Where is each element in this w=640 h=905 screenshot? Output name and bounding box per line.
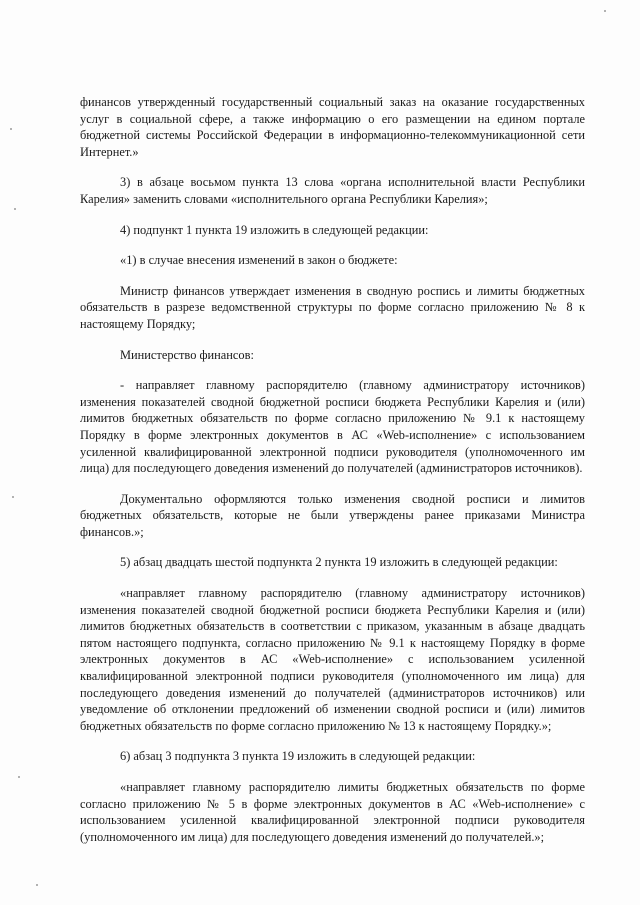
paragraph-documented-changes: Документально оформляются только изменения сводной росписи и лимитов бюджетных обязательств, которые не были утверждены ранее приказами Министра финансов.»; [80, 491, 585, 539]
paragraph-item-6: 6) абзац 3 подпункта 3 пункта 19 изложить в следующей редакции: [120, 749, 476, 764]
scan-speck [12, 496, 14, 498]
paragraph-item-6-text: «направляет главному распорядителю лимиты бюджетных обязательств по форме согласно приложению № 5 в форме электронных документов в АС «Web-исполнение» с использованием усиленной квалифицированной электронной подписи руководителя (уполномоченного им лица) для последующего доведения изменений до получателей.»; [80, 780, 585, 844]
document-body [80, 94, 585, 859]
scan-speck [14, 208, 16, 210]
paragraph-item-4: 4) подпункт 1 пункта 19 изложить в следующей редакции: [120, 222, 429, 237]
paragraph-minister-approves: Министр финансов утверждает изменения в сводную роспись и лимиты бюджетных обязательств в разрезе ведомственной структуры по форме согласно приложению № 8 к настоящему Порядку; [80, 283, 585, 331]
scan-speck [36, 884, 38, 886]
scan-speck [604, 10, 606, 12]
paragraph-subitem-1: «1) в случае внесения изменений в закон о бюджете: [120, 253, 398, 268]
paragraph-continuation: финансов утвержденный государственный социальный заказ на оказание государственных услуг в социальной сфере, а также информацию о его размещении на едином портале бюджетной системы Российской Федерации в информационно-телекоммуникационной сети Интернет.» [80, 95, 585, 159]
paragraph-ministry-sends: - направляет главному распорядителю (главному администратору источников) изменения показателей сводной бюджетной росписи бюджета Республики Карелия и (или) лимитов бюджетных обязательств по форме согласно приложению № 9.1 к настоящему Порядку в форме электронных документов в АС «Web-исполнение» с использованием усиленной квалифицированной электронной подписи руководителя (уполномоченного им лица) для последующего доведения изменений до получателей (администраторов источников). [80, 378, 585, 476]
paragraph-item-3: 3) в абзаце восьмом пункта 13 слова «органа исполнительной власти Республики Карелия» заменить словами «исполнительного органа Республики Карелия»; [80, 175, 585, 206]
scan-speck [18, 776, 20, 778]
paragraph-ministry-heading: Министерство финансов: [120, 347, 254, 362]
paragraph-item-5-text: «направляет главному распорядителю (главному администратору источников) изменения показателей сводной бюджетной росписи бюджета Республики Карелия и (или) лимитов бюджетных обязательств в соответствии с приказом, указанным в абзаце двадцать пятом настоящего подпункта, согласно приложению № 9.1 к настоящему Порядку в форме электронных документов в АС «Web-исполнение» с использованием усиленной квалифицированной электронной подписи руководителя (уполномоченного им лица) для последующего доведения изменений до получателей (администраторов источников) или уведомление об отклонении предложений об изменении сводной росписи и (или) лимитов бюджетных обязательств по форме согласно приложению № 13 к настоящему Порядку.»; [80, 586, 585, 733]
scan-speck [10, 128, 12, 130]
paragraph-item-5: 5) абзац двадцать шестой подпункта 2 пункта 19 изложить в следующей редакции: [120, 555, 558, 570]
